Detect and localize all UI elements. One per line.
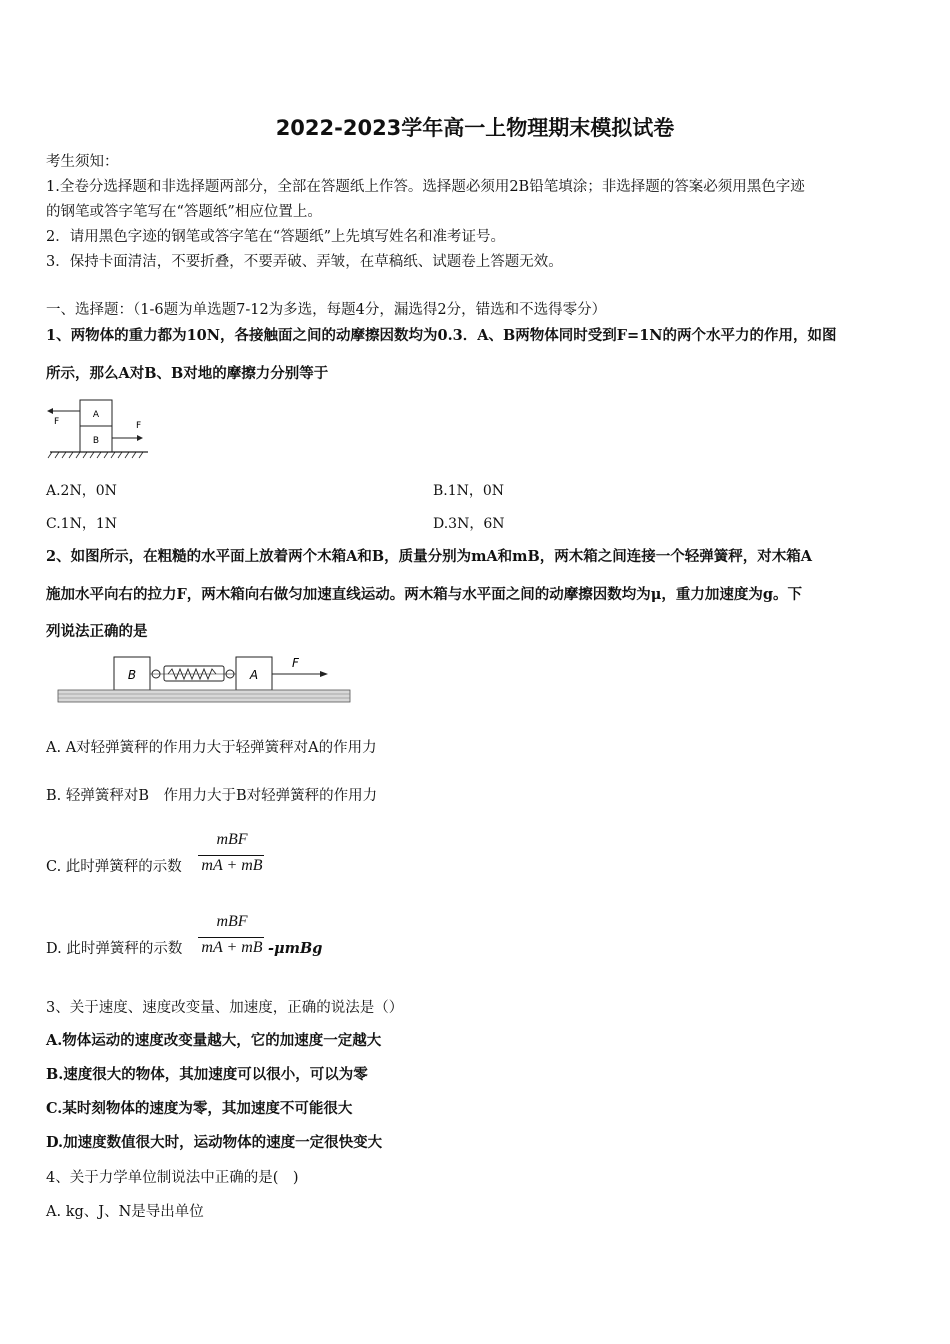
q2-option-d-numerator: mBF (216, 913, 248, 930)
notice-line-1b: 的钢笔或答字笔写在“答题纸”相应位置上。 (46, 204, 322, 220)
q4-stem: 4、关于力学单位制说法中正确的是( ) (46, 1170, 299, 1186)
q2-option-a: A. A对轻弹簧秤的作用力大于轻弹簧秤对A的作用力 (46, 740, 377, 756)
q1-arrowhead-right (137, 435, 143, 441)
q2-figure (54, 652, 354, 708)
q2-stem-line1: 2、如图所示，在粗糙的水平面上放着两个木箱A和B，质量分别为mA和mB，两木箱之间连接一个轻弹簧秤，对木箱A (46, 548, 813, 565)
q3-option-c: C.某时刻物体的速度为零，其加速度不可能很大 (46, 1100, 353, 1117)
q2-force-arrowhead (320, 671, 328, 677)
q2-stem-line2: 施加水平向右的拉力F，两木箱向右做匀加速直线运动。两木箱与水平面之间的动摩擦因数均为μ，重力加速度为g。下 (46, 586, 803, 603)
notice-line-3: 3．保持卡面清洁，不要折叠，不要弄破、弄皱，在草稿纸、试题卷上答题无效。 (46, 254, 563, 270)
q1-ground-hatch (48, 452, 143, 458)
q2-option-c-fraction-bar (198, 855, 264, 856)
q2-ground (58, 690, 350, 702)
q2-force-label: F (292, 656, 299, 670)
q1-option-c: C.1N，1N (46, 516, 117, 532)
page-title: 2022-2023学年高一上物理期末模拟试卷 (275, 116, 675, 140)
q4-option-a: A. kg、J、N是导出单位 (46, 1204, 204, 1220)
q3-option-a: A.物体运动的速度改变量越大，它的加速度一定越大 (46, 1032, 382, 1049)
q2-option-d-suffix: -μmBg (268, 940, 323, 957)
q1-option-d: D.3N，6N (433, 516, 505, 532)
notice-line-2: 2．请用黑色字迹的钢笔或答字笔在“答题纸”上先填写姓名和准考证号。 (46, 229, 506, 245)
q1-arrowhead-left (47, 408, 53, 414)
q1-option-a: A.2N，0N (46, 483, 117, 499)
q2-option-c-denominator: mA + mB (201, 857, 263, 874)
q2-option-d: D. 此时弹簧秤的示数 (46, 941, 183, 957)
q3-option-d: D.加速度数值很大时，运动物体的速度一定很快变大 (46, 1134, 383, 1151)
q2-option-d-denominator: mA + mB (201, 939, 263, 956)
q2-label-b: B (127, 668, 137, 682)
q2-stem-line3: 列说法正确的是 (46, 623, 148, 640)
q1-label-b: B (92, 436, 100, 446)
q2-option-c-numerator: mBF (216, 831, 248, 848)
q3-stem: 3、关于速度、速度改变量、加速度，正确的说法是（） (46, 1000, 404, 1016)
q1-force-right: F (136, 421, 142, 431)
q1-label-a: A (92, 410, 100, 420)
notice-heading: 考生须知： (46, 154, 119, 170)
q2-option-b: B. 轻弹簧秤对B 作用力大于B对轻弹簧秤的作用力 (46, 788, 378, 804)
section-heading: 一、选择题：（1-6题为单选题7-12为多选，每题4分，漏选得2分，错选和不选得零分） (46, 302, 607, 318)
q1-figure (44, 396, 154, 464)
q1-stem-line1: 1、两物体的重力都为10N，各接触面之间的动摩擦因数均为0.3．A、B两物体同时受到F=1N的两个水平力的作用，如图 (46, 327, 837, 344)
q3-option-b: B.速度很大的物体，其加速度可以很小，可以为零 (46, 1066, 368, 1083)
q1-option-b: B.1N，0N (433, 483, 505, 499)
notice-line-1a: 1.全卷分选择题和非选择题两部分，全部在答题纸上作答。选择题必须用2B铅笔填涂；非选择题的答案必须用黑色字迹 (46, 179, 805, 195)
q2-label-a: A (249, 668, 259, 682)
q1-force-left: F (54, 417, 60, 427)
q2-option-d-fraction-bar (198, 937, 264, 938)
q1-stem-line2: 所示，那么A对B、B对地的摩擦力分别等于 (46, 365, 329, 382)
q2-option-c: C. 此时弹簧秤的示数 (46, 859, 182, 875)
